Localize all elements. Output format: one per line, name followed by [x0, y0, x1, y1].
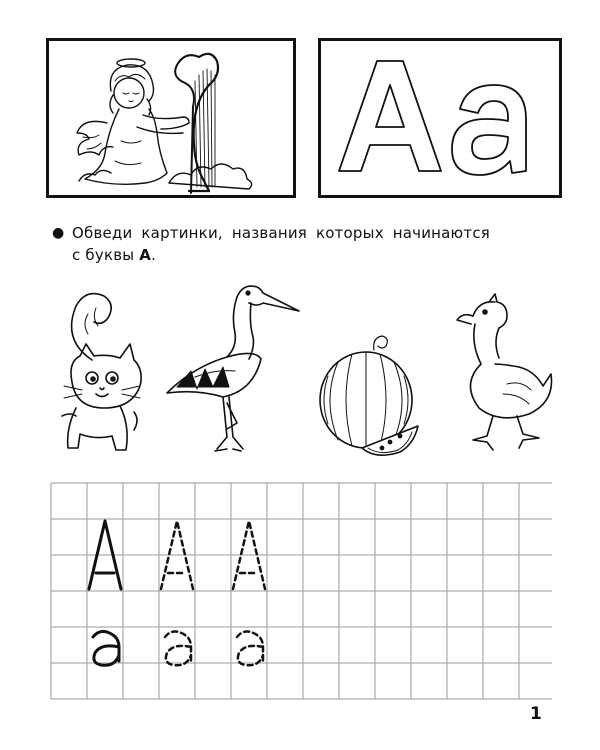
- page-number: 1: [530, 704, 542, 724]
- lowercase-letter-solid: [93, 631, 119, 665]
- lowercase-letter-dashed: [165, 631, 191, 665]
- angel-picture-panel: [46, 38, 296, 198]
- goose-icon: [445, 292, 555, 457]
- instruction-line-2: [72, 244, 156, 266]
- uppercase-a-outline: [339, 61, 441, 171]
- cat-icon: [52, 290, 152, 460]
- watermelon-icon: [312, 320, 422, 460]
- grid-letters: [89, 521, 265, 665]
- stork-picture[interactable]: [155, 275, 300, 464]
- bullet: ●: [52, 225, 65, 241]
- instruction-prefix: с буквы: [72, 246, 140, 264]
- instruction-letter: А: [139, 246, 152, 264]
- instruction-line-1: Обведи картинки, названия которых начинаются: [72, 224, 490, 242]
- cat-picture[interactable]: [52, 290, 152, 464]
- writing-grid: [50, 482, 552, 700]
- watermelon-picture[interactable]: [312, 320, 422, 464]
- goose-picture[interactable]: [445, 292, 555, 461]
- stork-icon: [155, 275, 300, 460]
- outlined-letters: [321, 41, 559, 195]
- letter-panel: [318, 38, 562, 198]
- angel-harp-icon: [49, 41, 293, 195]
- lowercase-a-outline: [452, 85, 526, 175]
- lowercase-letter-dashed: [237, 631, 263, 665]
- instruction-suffix: .: [151, 246, 157, 264]
- grid-lines: [51, 483, 552, 699]
